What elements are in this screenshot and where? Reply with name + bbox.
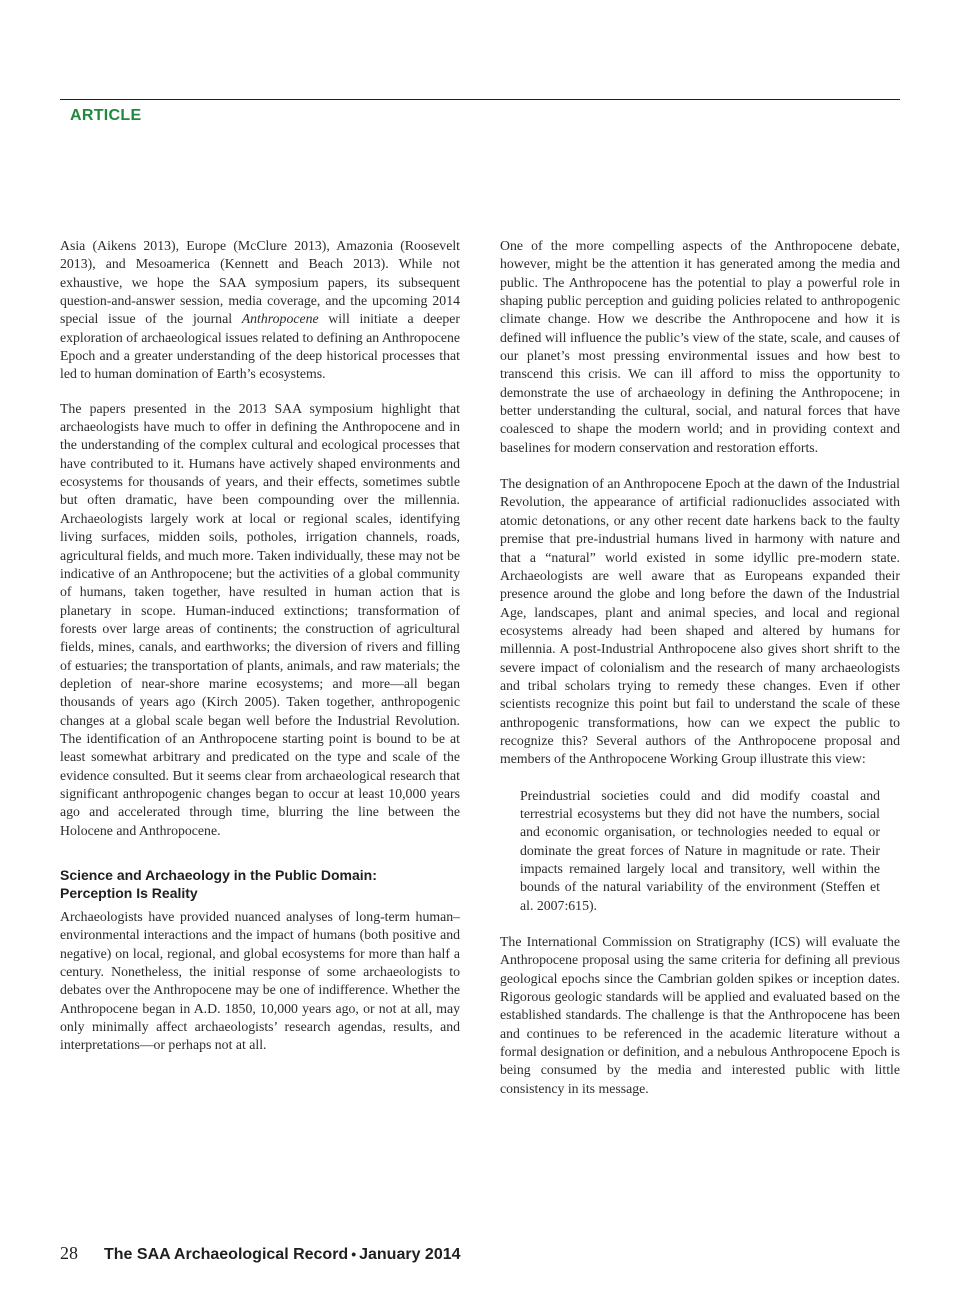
section-heading: Science and Archaeology in the Public Domain: Perception Is Reality — [60, 867, 377, 901]
paragraph: The designation of an Anthropocene Epoch at the dawn of the Industrial Revolution, the appearance of artificial radionuclides associated with atomic detonations, or any other recent date harkens back to the faulty premise that pre-industrial humans lived in harmony with nature and that a “natural” world existed in some idyllic pre-modern state. Archaeologists are well aware that as Europeans expanded their presence around the globe and long before the dawn of the Industrial Age, landscapes, plant and animal species, and local and regional ecosystems already had been shaped and altered by humans for millennia. A post-Industrial Anthropocene also gives short shrift to the severe impact of colonialism and the research of many archaeologists and tribal scholars trying to remedy these changes. Even if other scientists recognize this point but fail to understand the scale of these anthropogenic transformations, how can we expect the public to recognize this? Several authors of the Anthropocene proposal and members of the Anthropocene Working Group illustrate this view: — [500, 476, 900, 767]
section-label: ARTICLE — [70, 107, 142, 124]
journal-title: Anthropocene — [241, 311, 319, 327]
journal-name: The SAA Archaeological Record — [104, 1246, 349, 1263]
paragraph: Archaeologists have provided nuanced analyses of long-term human–environmental interactions and the impact of humans (both positive and negative) on local, regional, and global ecosystems for more than half a century. Nonetheless, the initial response of some archaeologists to debates over the Anthropocene may be one of indifference. Whether the Anthropocene began in A.D. 1850, 10,000 years ago, or not at all, may only minimally affect archaeologists’ research agendas, results, and interpretations—or perhaps not at all. — [60, 909, 460, 1053]
right-column — [500, 237, 900, 1116]
paragraph: One of the more compelling aspects of the Anthropocene debate, however, might be the attention it has generated among the media and public. The Anthropocene has the potential to play a powerful role in shaping public perception and guiding policies related to anthropogenic climate change. How we describe the Anthropocene and how it is defined will influence the public’s view of the state, scale, and causes of our planet’s most pressing environmental issues and how best to transcend this crisis. We can ill afford to miss the opportunity to demonstrate the use of archaeology in defining the Anthropocene; in better understanding the cultural, social, and natural forces that have coalesced to shape the modern world; and in providing context and baselines for modern conservation and restoration efforts. — [500, 238, 900, 455]
issue-date: January 2014 — [359, 1246, 461, 1263]
paragraph: Asia (Aikens 2013), Europe (McClure 2013), Amazonia (Roosevelt 2013), and Mesoamerica (Kennett and Beach 2013). While not exhaustive, we hope the SAA symposium papers, its subsequent question-and-answer session, media coverage, and the upcoming 2014 special issue of the journal Anthropocene will initiate a deeper exploration of archaeological issues related to defining an Anthropocene Epoch and a greater understanding of the deep historical processes that led to human domination of Earth’s ecosystems. — [60, 238, 461, 382]
header-rule — [60, 99, 900, 100]
page-number: 28 — [60, 1243, 78, 1263]
paragraph: The papers presented in the 2013 SAA symposium highlight that archaeologists have much to offer in defining the Anthropocene and in the understanding of the complex cultural and ecological processes that have contributed to it. Humans have actively shaped environments and ecosystems for thousands of years, and their effects, sometimes subtle but often dramatic, have been compounding over the millennia. Archaeologists largely work at local or regional scales, identifying living surfaces, midden soils, potholes, irrigation channels, roads, agricultural fields, and much more. Taken individually, these may not be indicative of an Anthropocene; but the activities of a global community of humans, taken together, have resulted in human action that is planetary in scope. Human-induced extinctions; transformation of forests over large areas of continents; the construction of agricultural fields, mines, canals, and earthworks; the diversion of rivers and filling of estuaries; the transportation of plants, animals, and raw materials; the depletion of near-shore marine ecosystems; and more—all began thousands of years ago (Kirch 2005). Taken together, anthropogenic changes at a global scale began well before the Industrial Revolution. The identification of an Anthropocene starting point is bound to be at least somewhat arbitrary and predicated on the type and scale of the evidence consulted. But it seems clear from archaeological research that significant anthropogenic changes began to occur at least 10,000 years ago and accelerated through time, blurring the line between the Holocene and Anthropocene. — [60, 400, 460, 838]
block-quote: Preindustrial societies could and did modify coastal and terrestrial ecosystems but they did not have the numbers, social and economic organisation, or technologies needed to equal or dominate the great forces of Nature in magnitude or rate. Their impacts remained largely local and transitory, well within the bounds of the natural variability of the environment (Steffen et al. 2007:615). — [520, 787, 880, 913]
left-column — [60, 237, 460, 1073]
bullet-separator: • — [351, 1246, 357, 1262]
paragraph: The International Commission on Stratigraphy (ICS) will evaluate the Anthropocene proposal using the same criteria for defining all previous geological epochs since the Cambrian golden spikes or inception dates. Rigorous geologic standards will be applied and evaluated based on the established standards. The challenge is that the Anthropocene has been and continues to be referenced in the academic literature without a formal designation or definition, and a nebulous Anthropocene Epoch is being consumed by the media and interested public with little consistency in its message. — [500, 934, 900, 1096]
page-footer — [60, 1243, 461, 1264]
